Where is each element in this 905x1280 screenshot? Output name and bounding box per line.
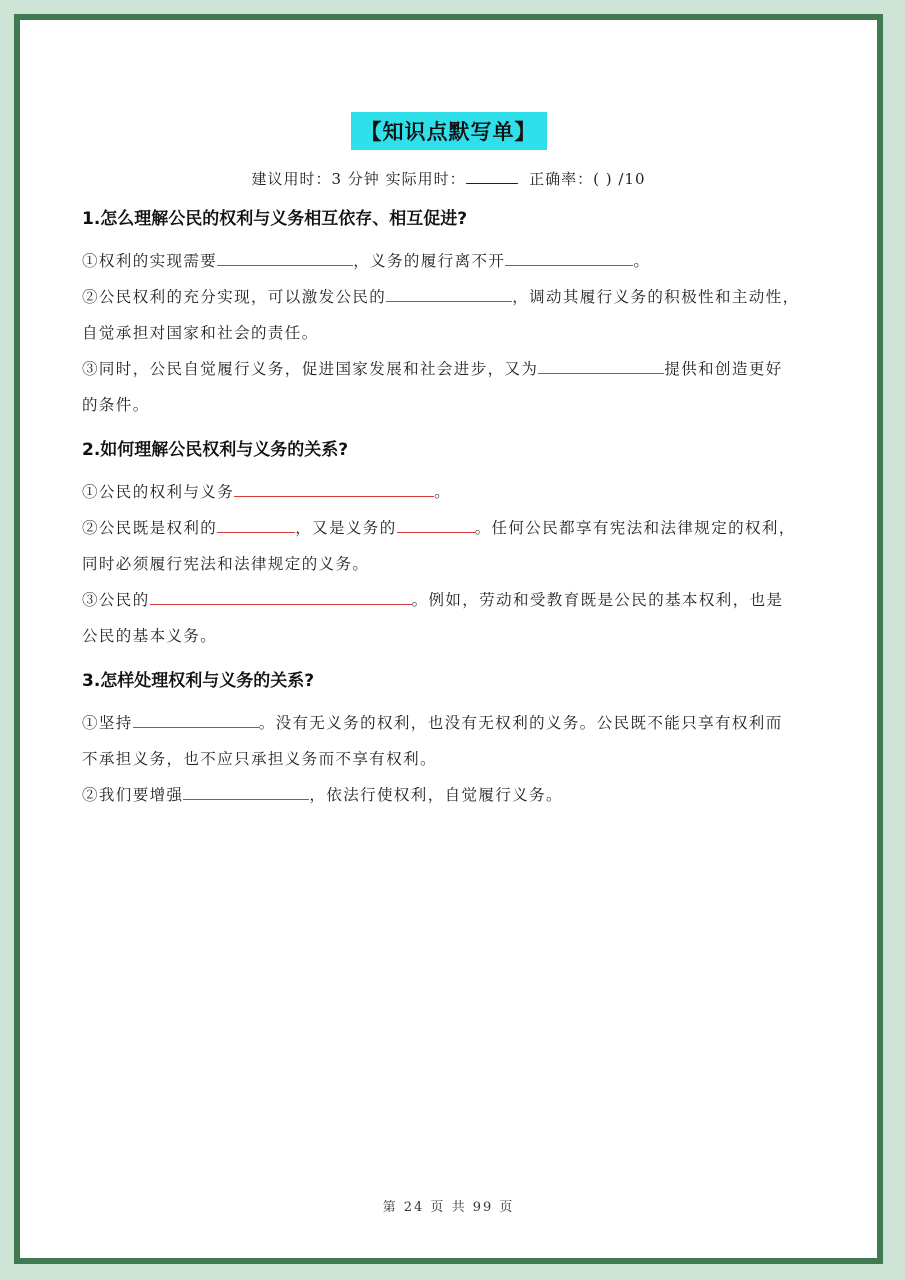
q2-line-2: ②公民既是权利的 ，又是义务的 。任何公民都享有宪法和法律规定的权利， xyxy=(82,510,825,546)
answer-blank[interactable] xyxy=(133,709,259,728)
accuracy-label: 正确率：( ) /10 xyxy=(529,170,646,188)
q2-line-4: ③公民的 。例如，劳动和受教育既是公民的基本权利，也是 xyxy=(82,582,825,618)
page-number: 第 24 页 共 99 页 xyxy=(382,1200,515,1215)
answer-blank[interactable] xyxy=(397,514,475,533)
time-info xyxy=(20,168,877,189)
worksheet-content xyxy=(82,204,825,813)
q2-line-5: 公民的基本义务。 xyxy=(82,627,218,645)
q1-line-5: 的条件。 xyxy=(82,396,150,414)
question-1-title: 1.怎么理解公民的权利与义务相互依存、相互促进? xyxy=(82,209,468,229)
q1-line-1: ①权利的实现需要 ，义务的履行离不开 。 xyxy=(82,243,825,279)
question-2-title: 2.如何理解公民权利与义务的关系? xyxy=(82,440,349,460)
q3-line-3: ②我们要增强 ，依法行使权利，自觉履行义务。 xyxy=(82,777,825,813)
q1-line-3: 自觉承担对国家和社会的责任。 xyxy=(82,324,319,342)
question-3-title: 3.怎样处理权利与义务的关系? xyxy=(82,671,315,691)
q1-line-4: ③同时，公民自觉履行义务，促进国家发展和社会进步，又为 提供和创造更好 xyxy=(82,351,825,387)
answer-blank[interactable] xyxy=(538,355,664,374)
answer-blank[interactable] xyxy=(505,247,633,266)
answer-blank[interactable] xyxy=(217,247,353,266)
answer-blank[interactable] xyxy=(217,514,295,533)
q3-line-2: 不承担义务，也不应只承担义务而不享有权利。 xyxy=(82,750,437,768)
q1-line-2: ②公民权利的充分实现，可以激发公民的 ，调动其履行义务的积极性和主动性， xyxy=(82,279,825,315)
q2-line-1: ①公民的权利与义务 。 xyxy=(82,474,825,510)
page-title: 【知识点默写单】 xyxy=(351,112,547,150)
answer-blank[interactable] xyxy=(150,586,412,605)
answer-blank[interactable] xyxy=(183,781,309,800)
answer-blank[interactable] xyxy=(234,478,434,497)
answer-blank[interactable] xyxy=(386,283,512,302)
q3-line-1: ①坚持 。没有无义务的权利，也没有无权利的义务。公民既不能只享有权利而 xyxy=(82,705,825,741)
suggested-time: 建议用时：3 分钟 实际用时： xyxy=(251,170,466,188)
q2-line-3: 同时必须履行宪法和法律规定的义务。 xyxy=(82,555,370,573)
actual-time-blank[interactable] xyxy=(466,169,518,184)
page-frame xyxy=(14,14,883,1264)
